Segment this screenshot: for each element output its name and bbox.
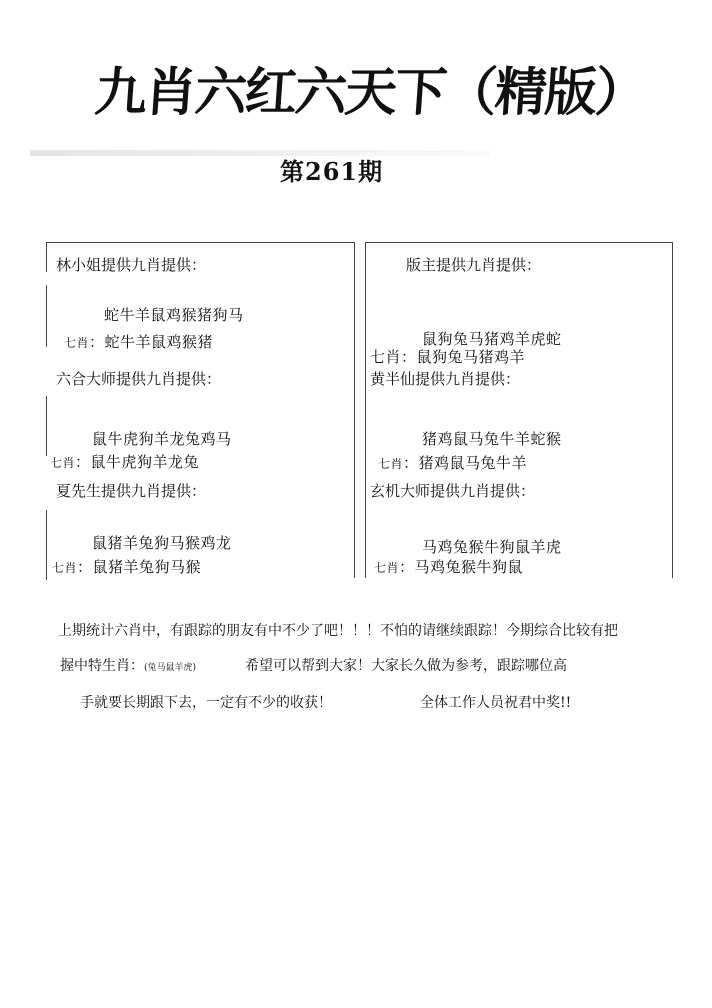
note-line-2b: 希望可以帮到大家！大家长久做为参考，跟踪哪位高 [245,658,567,674]
left-border-4 [46,510,47,580]
seven-zodiac-list: 蛇牛羊鼠鸡猴猪 [104,333,214,351]
seven-label: 七肖 [370,348,402,366]
provider-heading: 黄半仙提供九肖提供： [370,370,521,388]
note-line-2-prefix: 握中特生肖： [60,658,144,674]
provider-heading: 林小姐提供九肖提供： [56,256,207,274]
seven-separator: ： [77,558,93,576]
seven-label: 七肖 [50,456,76,470]
center-border-left [354,242,355,578]
left-border-2 [46,285,47,347]
seven-label: 七肖 [64,336,90,350]
note-line-3b: 全体工作人员祝君中奖!! [420,695,572,711]
issue-number: 第261期 [280,157,384,186]
center-border-right [365,242,366,578]
nine-zodiac-list: 猪鸡鼠马兔牛羊蛇猴 [422,430,562,448]
provider-heading: 夏先生提供九肖提供： [56,482,207,500]
seven-zodiac-list: 鼠牛虎狗羊龙兔 [90,453,200,471]
seven-zodiac-row [378,452,527,473]
seven-separator: ： [89,333,105,351]
provider-heading: 玄机大师提供九肖提供： [370,482,536,500]
note-line-2a [60,655,196,675]
seven-separator: ： [399,558,415,576]
top-border-left [46,242,354,243]
special-zodiac-pick: (兔马鼠羊虎) [144,663,197,673]
left-border-3 [46,396,47,456]
top-border-right [365,242,673,243]
seven-separator: ： [403,454,419,472]
right-border [672,242,673,578]
seven-zodiac-row [52,556,201,577]
seven-separator: ： [75,453,91,471]
nine-zodiac-list: 鼠牛虎狗羊龙兔鸡马 [92,430,232,448]
nine-zodiac-list: 鼠狗兔马猪鸡羊虎蛇 [422,330,562,348]
provider-heading: 六合大师提供九肖提供： [56,370,222,388]
page-title: 九肖六红六天下（精版） [92,63,648,123]
scan-streak [30,150,490,156]
note-line-3a: 手就要长期跟下去，一定有不少的收获！ [80,695,332,711]
seven-zodiac-row [50,451,199,472]
seven-zodiac-list: 鼠狗兔马猪鸡羊 [416,348,526,366]
seven-label: 七肖 [374,561,400,575]
seven-label: 七肖 [378,457,404,471]
seven-zodiac-row [370,346,525,367]
seven-zodiac-row [64,331,213,352]
nine-zodiac-list: 马鸡兔猴牛狗鼠羊虎 [422,538,562,556]
seven-zodiac-list: 猪鸡鼠马兔牛羊 [418,454,528,472]
nine-zodiac-list: 蛇牛羊鼠鸡猴猪狗马 [104,306,244,324]
seven-zodiac-list: 鼠猪羊兔狗马猴 [92,558,202,576]
seven-zodiac-row [374,556,523,577]
provider-heading: 版主提供九肖提供： [406,256,542,274]
note-line-1: 上期统计六肖中，有跟踪的朋友有中不少了吧！！！不怕的请继续跟踪！今期综合比较有把 [58,623,618,639]
seven-label: 七肖 [52,561,78,575]
nine-zodiac-list: 鼠猪羊兔狗马猴鸡龙 [92,534,232,552]
seven-zodiac-list: 马鸡兔猴牛狗鼠 [414,558,524,576]
left-border [46,242,47,272]
seven-separator: ： [401,348,417,366]
